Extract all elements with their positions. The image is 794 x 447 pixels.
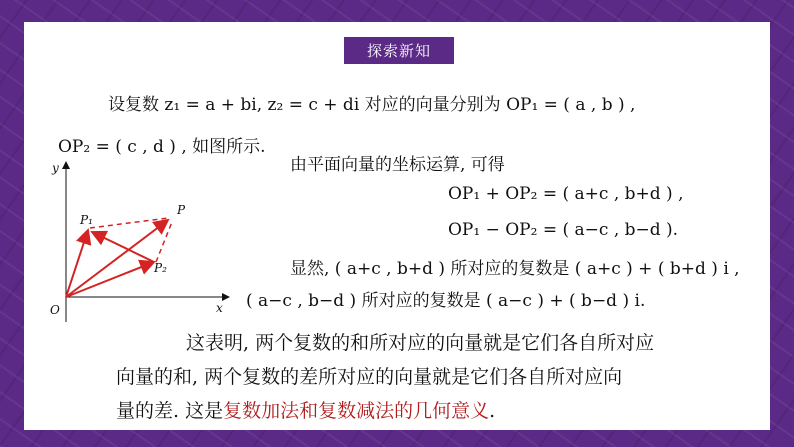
text-line-3: 由平面向量的坐标运算, 可得 bbox=[290, 155, 505, 175]
text-line-7: ( a−c , b−d ) 所对应的复数是 ( a−c ) + ( b−d ) i. bbox=[246, 291, 646, 311]
p2-label: P₂ bbox=[154, 261, 167, 275]
x-axis-label: x bbox=[216, 301, 223, 315]
vector-op1 bbox=[66, 230, 88, 297]
conclusion-line-3 bbox=[116, 396, 495, 423]
content-card bbox=[24, 22, 770, 430]
dashed-p1-p bbox=[90, 218, 168, 228]
y-axis-label: y bbox=[52, 161, 59, 175]
section-badge: 探索新知 bbox=[344, 37, 454, 64]
conclusion-line-1: 这表明, 两个复数的和所对应的向量就是它们各自所对应 bbox=[186, 332, 655, 354]
p1-label: P₁ bbox=[80, 213, 93, 227]
conclusion-line-2: 向量的和, 两个复数的差所对应的向量就是它们各自所对应向 bbox=[116, 366, 623, 388]
conclusion-end: . bbox=[489, 400, 496, 422]
text-line-2: OP₂ = ( c , d ) , 如图所示. bbox=[58, 137, 266, 157]
vector-diagram bbox=[34, 152, 244, 352]
formula-diff: OP₁ − OP₂ = ( a−c , b−d ). bbox=[448, 220, 679, 240]
origin-label: O bbox=[50, 303, 60, 317]
vector-op-sum bbox=[66, 220, 168, 297]
text-line-1: 设复数 z₁ = a + bi, z₂ = c + di 对应的向量分别为 OP₁ = ( a , b ) , bbox=[108, 95, 636, 115]
geometric-meaning-highlight: 复数加法和复数减法的几何意义 bbox=[223, 400, 490, 422]
conclusion-plain: 量的差. 这是 bbox=[116, 400, 224, 422]
p-label: P bbox=[177, 203, 186, 217]
vector-op2 bbox=[66, 262, 154, 297]
formula-sum: OP₁ + OP₂ = ( a+c , b+d ) , bbox=[448, 184, 684, 204]
text-line-6: 显然, ( a+c , b+d ) 所对应的复数是 ( a+c ) + ( b+d ) i , bbox=[290, 259, 740, 279]
